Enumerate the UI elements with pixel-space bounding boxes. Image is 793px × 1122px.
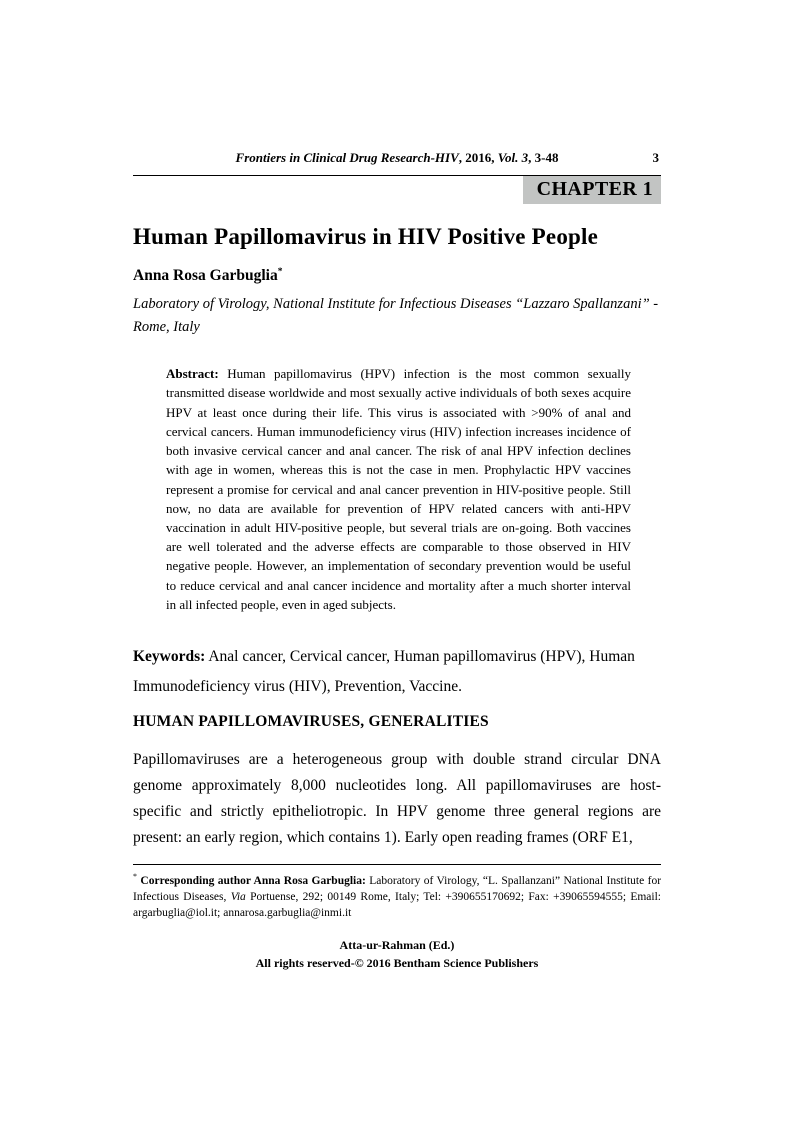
chapter-label: CHAPTER 1 [523, 176, 661, 204]
footnote-mark: * [133, 872, 137, 882]
journal-pages: , 3-48 [528, 150, 559, 165]
abstract-text: Human papillomavirus (HPV) infection is the most common sexually transmitted disease worldwide and most sexually active individuals of both sexes acquire HPV at least once during their life. This virus is associated with >90% of anal and cervical cancers. Human immunodeficiency virus (HIV) infection increases incidence of both invasive cervical cancer and anal cancer. The risk of anal HPV infection declines with age in women, whereas this is not the case in men. Prophylactic HPV vaccines represent a promise for cervical and anal cancer prevention in HIV-positive people. Still now, no data are available for prevention of HPV related cancers with anti-HPV vaccination in adult HIV-positive people, but several trials are on-going. Both vaccines are well tolerated and the adverse effects are comparable to those observed in HIV negative people. However, an implementation of secondary prevention would be useful to reduce cervical and anal cancer incidence and mortality after a much shorter interval in all infected people, even in aged subjects. [166, 366, 631, 612]
author-affiliation-mark: * [277, 267, 283, 277]
running-header [133, 150, 661, 168]
footnote-via: Via [230, 891, 246, 904]
page-content [133, 150, 661, 972]
body-paragraph: Papillomaviruses are a heterogeneous group with double strand circular DNA genome approximately 8,000 nucleotides long. All papillomaviruses are host-specific and strictly epitheliotropic. In HPV genome three general regions are present: an early region, which contains 1). Early open reading frames (ORF E1, [133, 751, 661, 847]
chapter-row [133, 176, 661, 204]
footnote [133, 871, 661, 921]
footnote-corresponding-author: Corresponding author Anna Rosa Garbuglia: [140, 874, 366, 887]
keywords-paragraph [133, 642, 661, 701]
journal-volume: Vol. 3 [497, 150, 529, 165]
abstract-label: Abstract: [166, 366, 219, 382]
footnote-text-1: Laboratory of Virology, “L. Spallanzani” National Institute for Infectious Diseases, [133, 874, 662, 904]
author-affiliation: Laboratory of Virology, National Institute for Infectious Diseases “Lazzaro Spallanzani” - Rome, Italy [133, 296, 659, 335]
section-heading: HUMAN PAPILLOMAVIRUSES, GENERALITIES [133, 713, 489, 731]
footer-rights: All rights reserved-© 2016 Bentham Science Publishers [255, 956, 539, 971]
author-name [133, 267, 661, 285]
footer-editor: Atta-ur-Rahman (Ed.) [339, 938, 455, 953]
footnote-text-2: Portuense, 292; 00149 Rome, Italy; Tel: +390655170692; Fax: +39065594555; Email: argarbuglia@iol.it; annarosa.garbuglia@inmi.it [133, 891, 661, 920]
page-number: 3 [652, 150, 659, 165]
author-text: Anna Rosa Garbuglia [133, 267, 278, 285]
abstract-paragraph [166, 364, 631, 614]
keywords-text: Anal cancer, Cervical cancer, Human papillomavirus (HPV), Human Immunodeficiency virus (HIV), Prevention, Vaccine. [133, 648, 635, 695]
journal-citation [236, 150, 559, 165]
page-footer [133, 936, 661, 972]
keywords-label: Keywords: [133, 648, 206, 666]
journal-year: , 2016, [458, 150, 498, 165]
journal-name: Frontiers in Clinical Drug Research-HIV [235, 150, 459, 165]
chapter-title: Human Papillomavirus in HIV Positive People [133, 224, 599, 249]
footnote-rule [133, 864, 661, 865]
